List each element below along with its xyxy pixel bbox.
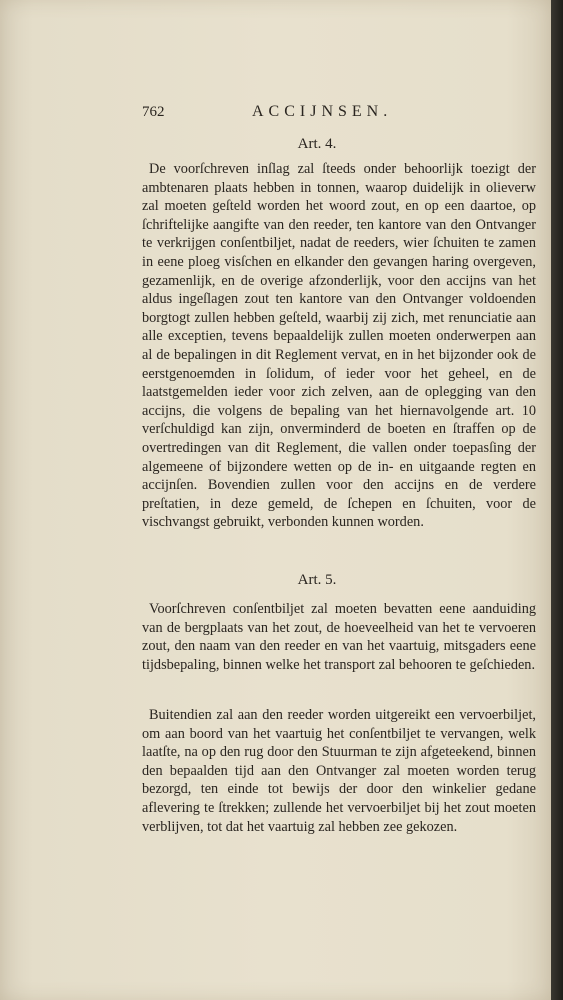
article-4-paragraph: De voorſchreven inſlag zal ſteeds onder behoorlijk toezigt der ambtenaren plaats hebben in tonnen, waarop duidelijk in olieverw zal moeten geſteld worden het woord zout, en op een daartoe, op ſchriftelijke aangifte van den reeder, ten kantore van den Ontvanger te verkrijgen conſentbiljet, nadat de reeders, wier ſchuiten te zamen in eene ploeg visſchen en elkander den gevangen haring overgeven, gezamenlijk, en de overige afzonderlijk, voor den accijns van het aldus ingeſlagen zout ten kantore van den Ontvanger voldoenden borgtogt zullen hebben geſteld, waarbij zij zich, met renunciatie aan alle exceptien, tevens bepaaldelijk zullen moeten onderwerpen aan al de bepalingen in dit Reglement vervat, en in het bijzonder ook de eerstgenoemden in ſolidum, of ieder voor het geheel, en de laatstgemelden ieder voor zich zelven, aan de oplegging van den accijns, die volgens de bepaling van het hiernavolgende art. 10 verſchuldigd kan zijn, onverminderd de boeten en ſtraffen op de overtredingen van dit Reglement, die vallen onder toepasſing der algemeene of bijzondere wetten op de in- en uitgaande regten en accijnſen. Bovendien zullen voor den accijns en de verdere preſtatien, in deze gemeld, de ſchepen en ſchuiten, voor de vischvangst gebruikt, verbonden kunnen worden. [142, 161, 536, 531]
article-5-text-2 [142, 706, 536, 836]
page-header [142, 104, 536, 128]
running-head: ACCIJNSEN. [252, 103, 393, 120]
article-5-heading: Art. 5. [297, 572, 337, 588]
article-5-text [142, 600, 536, 674]
article-4-text [142, 160, 536, 532]
page-edge-shadow [551, 0, 563, 1000]
article-5-paragraph-1: Voorſchreven conſentbiljet zal moeten bevatten eene aanduiding van de bergplaats van het zout, de hoeveelheid van het te vervoeren zout, den naam van den reeder en van het vaartuig, mitsgaders eene tijdsbepaling, binnen welke het transport zal behooren te geſchieden. [142, 601, 536, 673]
page-number: 762 [142, 104, 165, 120]
article-4-heading: Art. 4. [297, 136, 337, 152]
article-5-paragraph-2: Buitendien zal aan den reeder worden uitgereikt een vervoerbiljet, om aan boord van het vaartuig het conſentbiljet te vervangen, welk laatſte, na op den rug door den Stuurman te zijn afgeteekend, binnen den bepaalden tijd aan den Ontvanger zal moeten worden terug bezorgd, ten einde tot bewijs der door den winkelier gedane aflevering te ſtrekken; zullende het vervoerbiljet bij het zout moeten verblijven, tot dat het vaartuig zal hebben zee gekozen. [142, 707, 536, 835]
